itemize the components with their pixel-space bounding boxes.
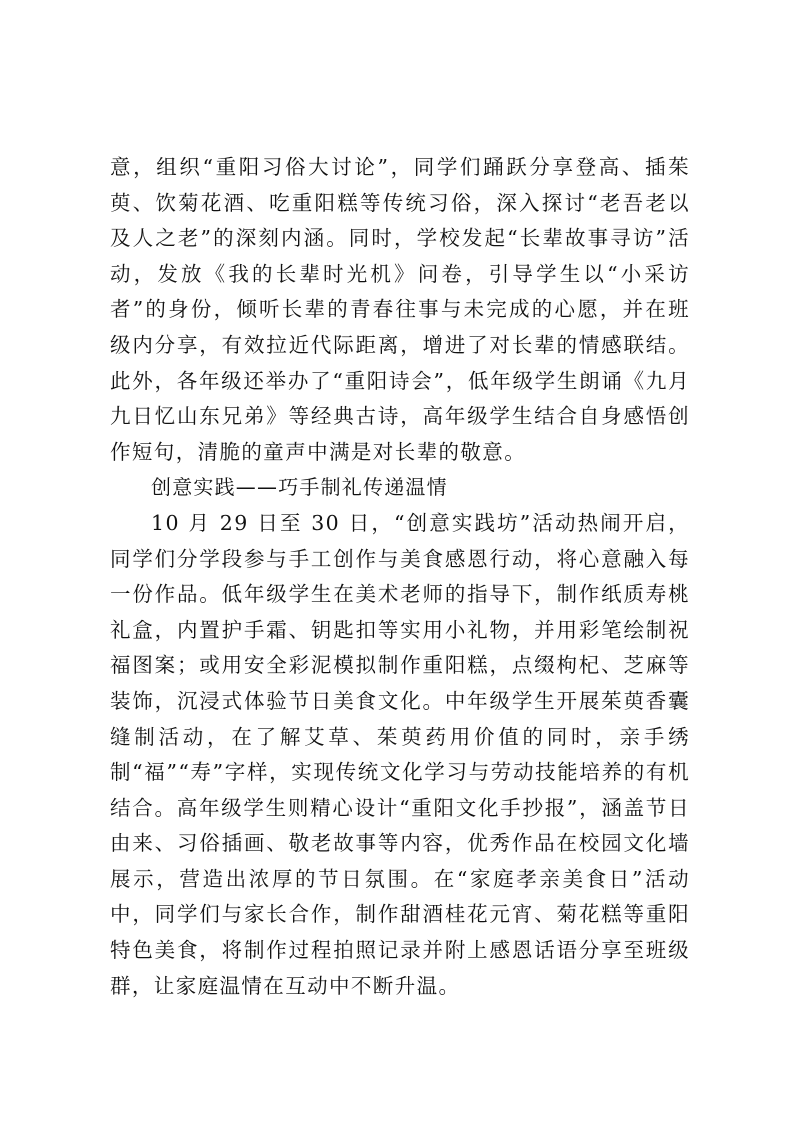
paragraph-activities-continued: 意，组织“重阳习俗大讨论”，同学们踊跃分享登高、插茱萸、饮菊花酒、吃重阳糕等传统习俗，深入探讨“老吾老以及人之老”的深刻内涵。同时，学校发起“长辈故事寻访”活动，发放《我的长辈时光机》问卷，引导学生以“小采访者”的身份，倾听长辈的青春往事与未完成的心愿，并在班级内分享，有效拉近代际距离，增进了对长辈的情感联结。此外，各年级还举办了“重阳诗会”，低年级学生朗诵《九月九日忆山东兄弟》等经典古诗，高年级学生结合自身感悟创作短句，清脆的童声中满是对长辈的敬意。 (110, 155, 690, 464)
paragraph-creative-practice: 10 月 29 日至 30 日，“创意实践坊”活动热闹开启，同学们分学段参与手工创作与美食感恩行动，将心意融入每一份作品。低年级学生在美术老师的指导下，制作纸质寿桃礼盒，内置护手霜、钥匙扣等实用小礼物，并用彩笔绘制祝福图案；或用安全彩泥模拟制作重阳糕，点缀枸杞、芝麻等装饰，沉浸式体验节日美食文化。中年级学生开展茱萸香囊缝制活动，在了解艾草、茱萸药用价值的同时，亲手绣制“福”“寿”字样，实现传统文化学习与劳动技能培养的有机结合。高年级学生则精心设计“重阳文化手抄报”，涵盖节日由来、习俗插画、敬老故事等内容，优秀作品在校园文化墙展示，营造出浓厚的节日氛围。在“家庭孝亲美食日”活动中，同学们与家长合作，制作甜酒桂花元宵、菊花糕等重阳特色美食，将制作过程拍照记录并附上感恩话语分享至班级群，让家庭温情在互动中不断升温。 (110, 510, 690, 998)
document-body (110, 150, 690, 1004)
section-heading-creative-practice: 创意实践——巧手制礼传递温情 (151, 475, 448, 500)
